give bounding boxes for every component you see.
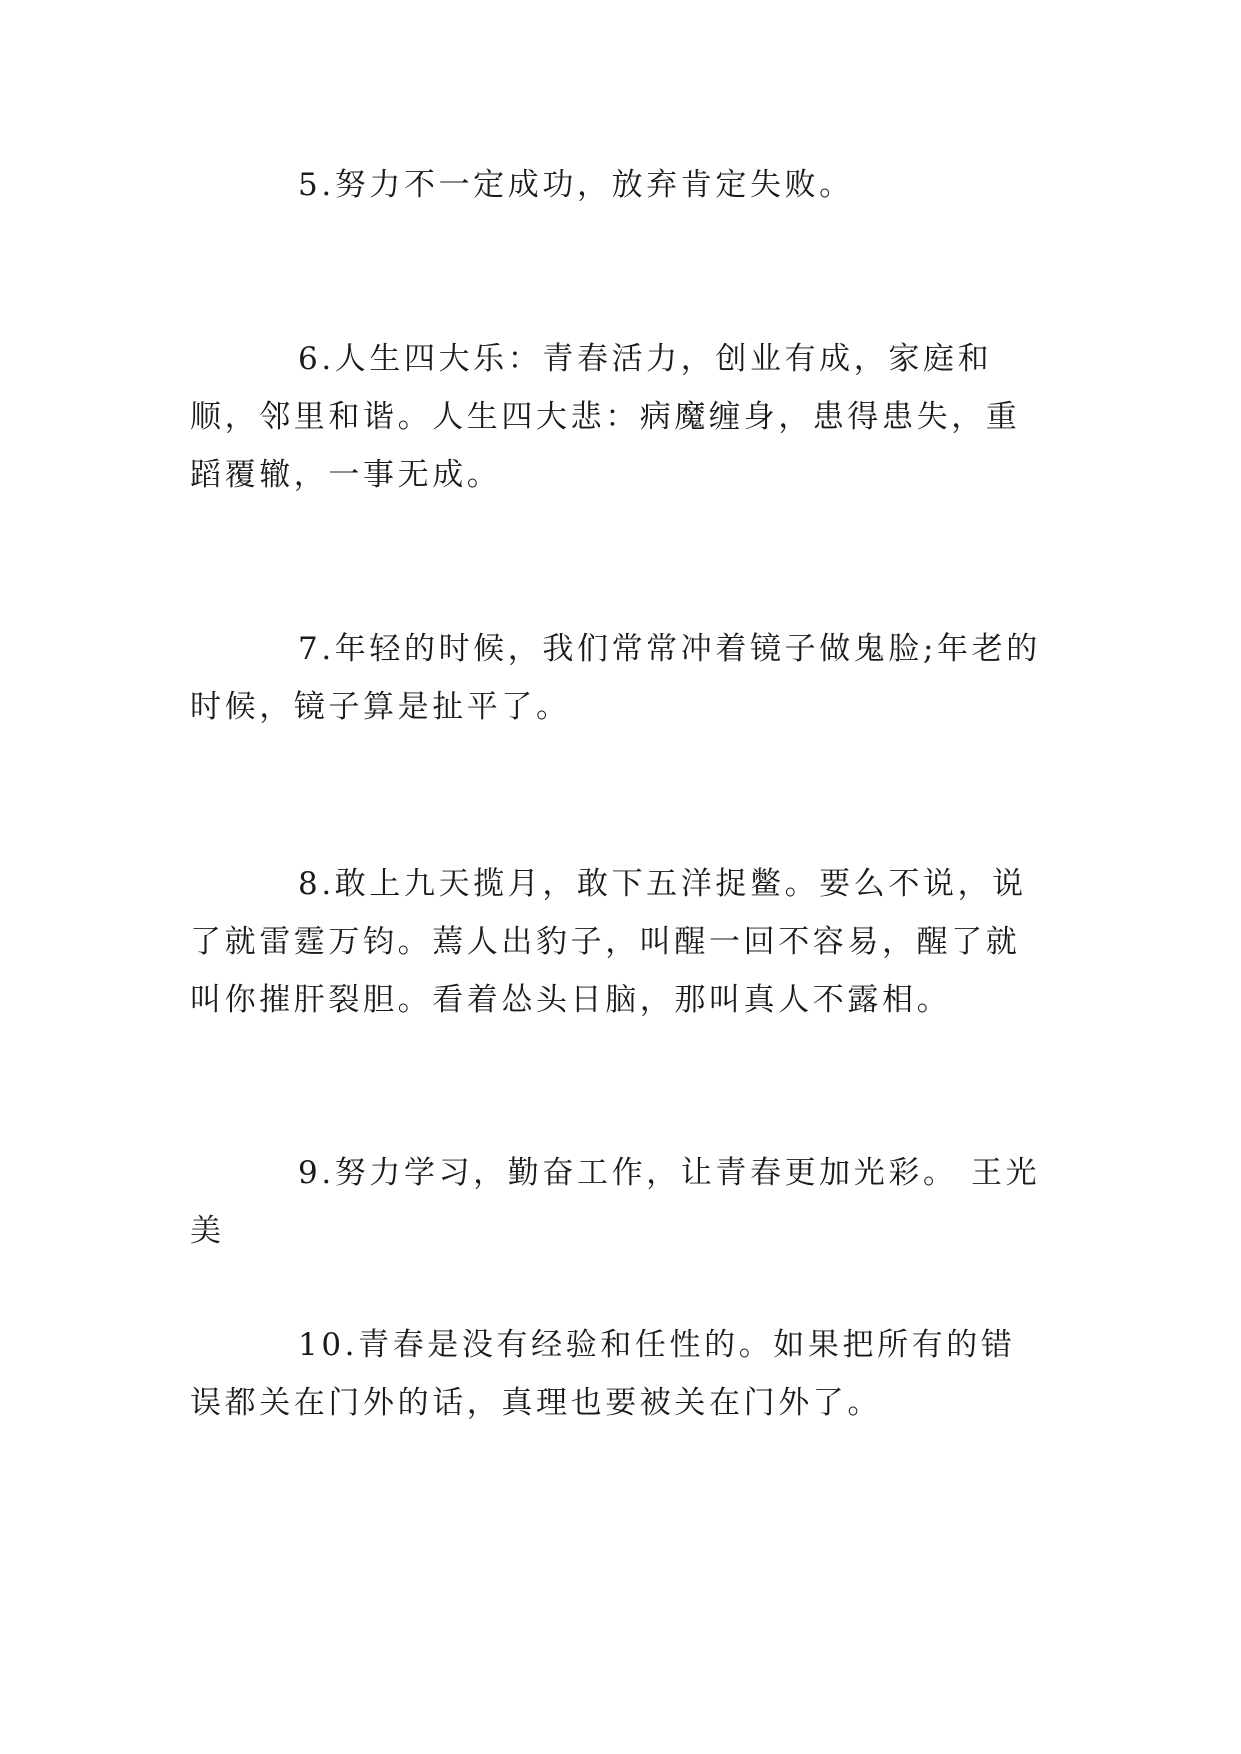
quote-paragraph-8: 8.敢上九天揽月，敢下五洋捉鳖。要么不说，说了就雷霆万钧。蔫人出豹子，叫醒一回不容易，醒了就叫你摧肝裂胆。看着怂头日脑，那叫真人不露相。 (190, 866, 1027, 1018)
quote-paragraph-9: 9.努力学习，勤奋工作，让青春更加光彩。 王光美 (190, 1155, 1041, 1249)
quote-paragraph-10: 10.青春是没有经验和任性的。如果把所有的错误都关在门外的话，真理也要被关在门外了。 (190, 1327, 1016, 1421)
quote-paragraph-5: 5.努力不一定成功，放弃肯定失败。 (298, 167, 854, 203)
quote-paragraph-7: 7.年轻的时候，我们常常冲着镜子做鬼脸;年老的时候，镜子算是扯平了。 (190, 631, 1041, 725)
quote-paragraph-6: 6.人生四大乐：青春活力，创业有成，家庭和顺，邻里和谐。人生四大悲：病魔缠身，患得患失，重蹈覆辙，一事无成。 (190, 341, 1021, 493)
